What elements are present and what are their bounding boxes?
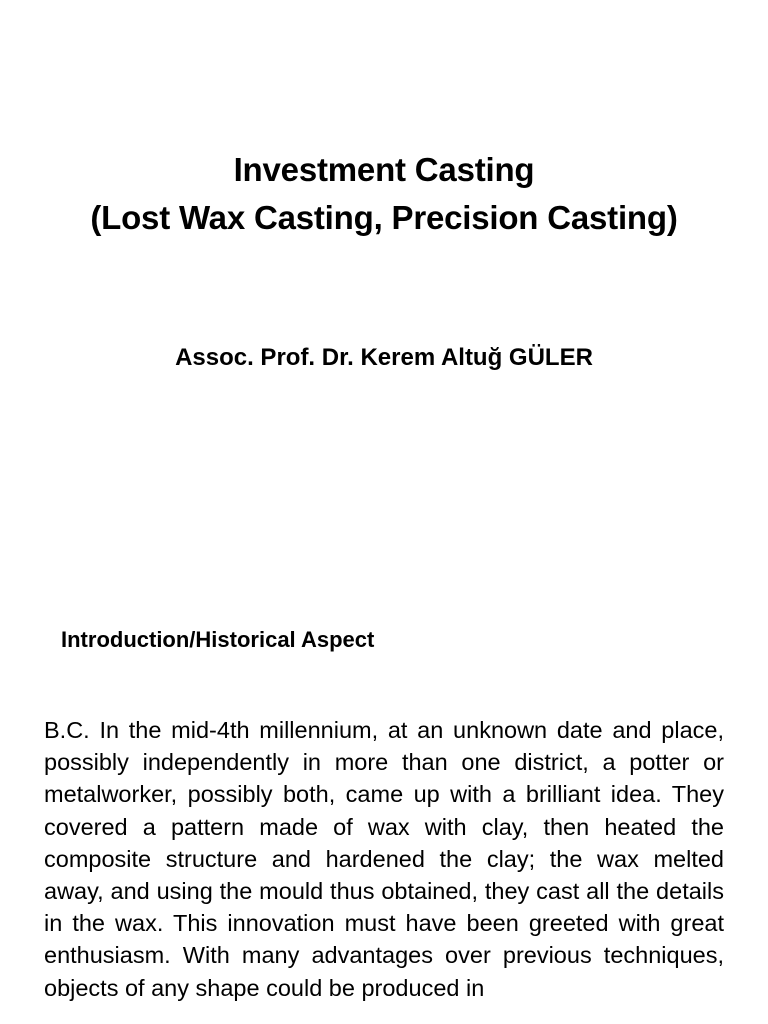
page-title xyxy=(0,146,768,242)
author-name: Assoc. Prof. Dr. Kerem Altuğ GÜLER xyxy=(175,344,593,371)
section-heading: Introduction/Historical Aspect xyxy=(61,627,375,652)
section-body-text: B.C. In the mid-4th millennium, at an unknown date and place, possibly independently in more than one district, a potter or metalworker, possibly both, came up with a brilliant idea. They covered a pattern made of wax with clay, then heated the composite structure and hardened the clay; the wax melted away, and using the mould thus obtained, they cast all the details in the wax. This innovation must have been greeted with great enthusiasm. With many advantages over previous techniques, objects of any shape could be produced in xyxy=(44,717,724,1001)
title-line-2: (Lost Wax Casting, Precision Casting) xyxy=(90,199,678,236)
title-line-1: Investment Casting xyxy=(233,151,535,188)
